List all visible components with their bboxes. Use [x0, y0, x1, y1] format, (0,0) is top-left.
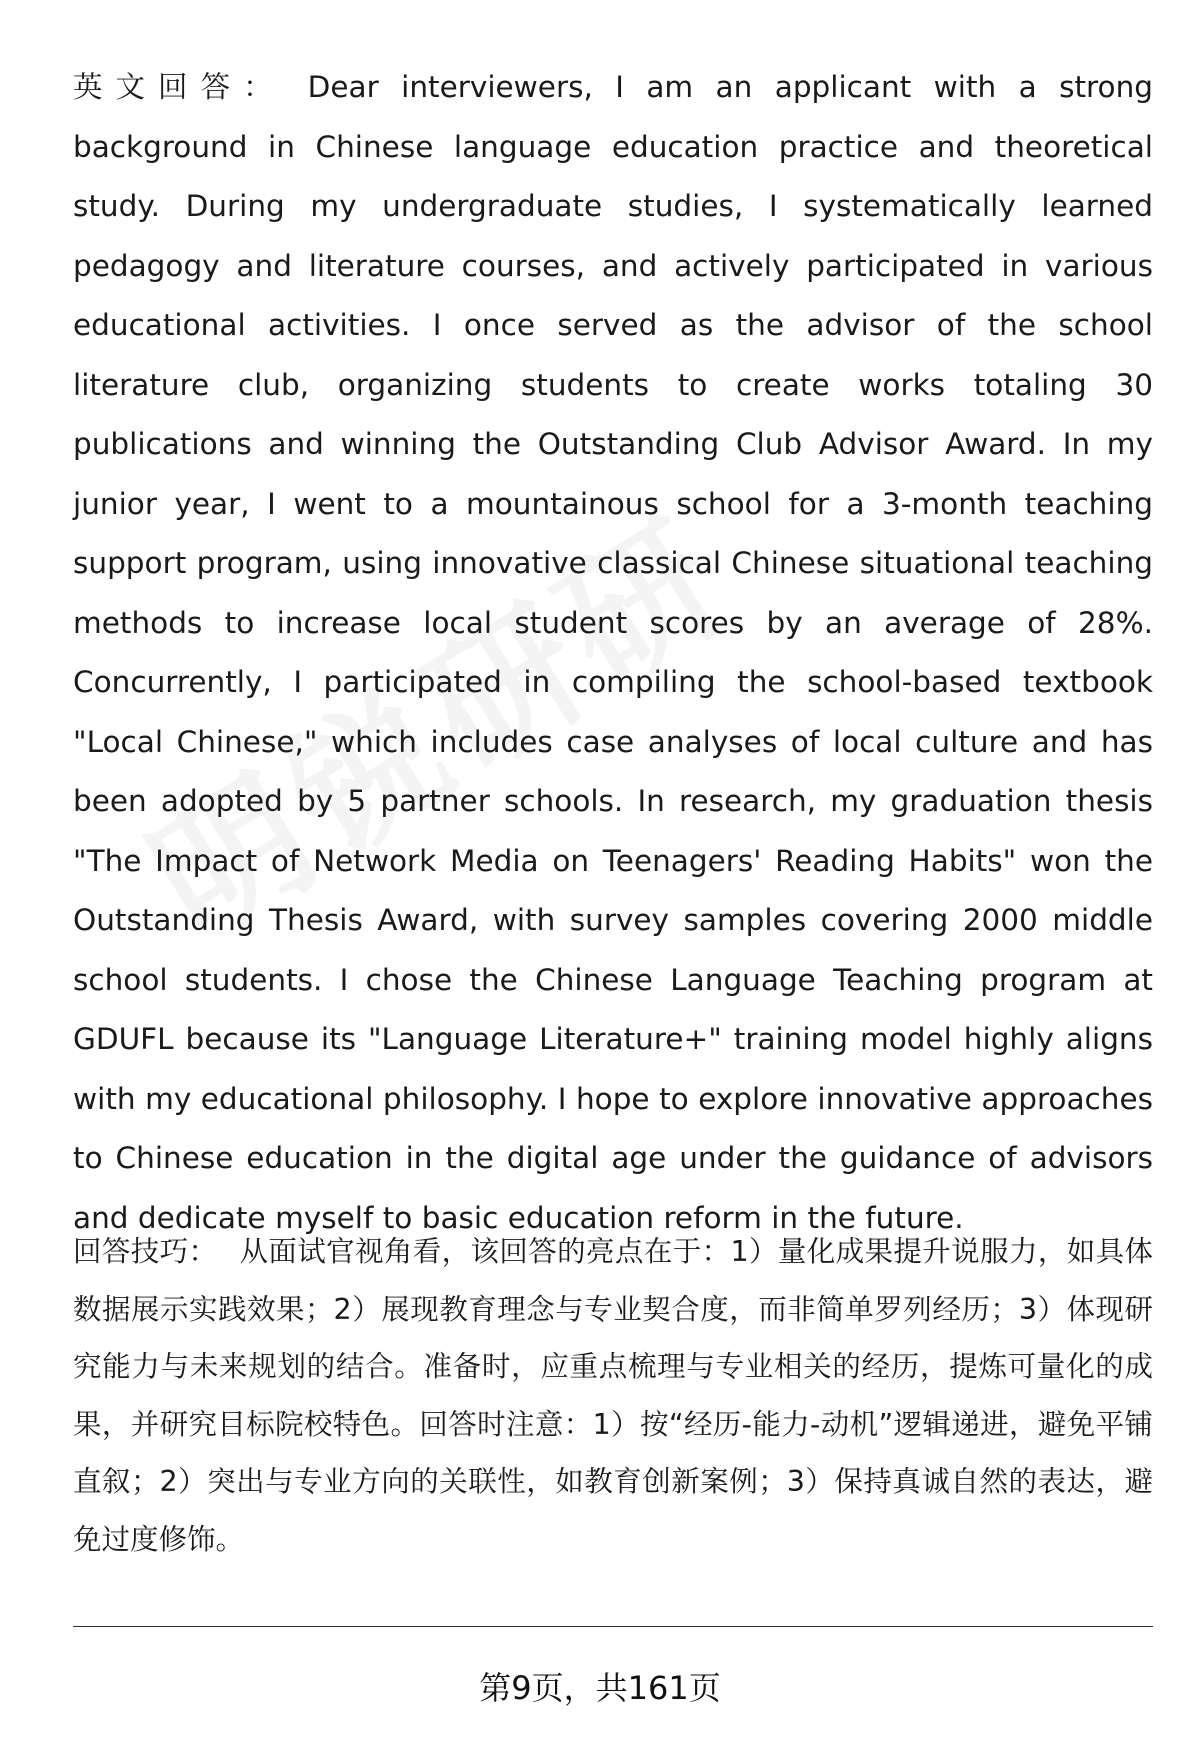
english-answer-label: 英文回答： — [73, 70, 286, 104]
answer-tips-text: 从面试官视角看，该回答的亮点在于：1）量化成果提升说服力，如具体数据展示实践效果；2）展现教育理念与专业契合度，而非简单罗列经历；3）体现研究能力与未来规划的结合。准备时，应重点梳理与专业相关的经历，提炼可量化的成果，并研究目标院校特色。回答时注意：1）按“经历-能力-动机”逻辑递进，避免平铺直叙；2）突出与专业方向的关联性，如教育创新案例；3）保持真诚自然的表达，避免过度修饰。 — [73, 1235, 1153, 1556]
answer-tips-paragraph — [73, 1223, 1153, 1568]
page-number: 第9页，共161页 — [479, 1669, 721, 1707]
answer-tips-label: 回答技巧： — [73, 1235, 218, 1268]
english-answer-text: Dear interviewers, I am an applicant with a strong background in Chinese language education practice and theoretical study. During my undergraduate studies, I systematically learned pedagogy and literature courses, and actively participated in various educational activities. I once served as the advisor of the school literature club, organizing students to create works totaling 30 publications and winning the Outstanding Club Advisor Award. In my junior year, I went to a mountainous school for a 3-month teaching support program, using innovative classical Chinese situational teaching methods to increase local student scores by an average of 28%. Concurrently, I participated in compiling the school-based textbook "Local Chinese," which includes case analyses of local culture and has been adopted by 5 partner schools. In research, my graduation thesis "The Impact of Network Media on Teenagers' Reading Habits" won the Outstanding Thesis Award, with survey samples covering 2000 middle school students. I chose the Chinese Language Teaching program at GDUFL because its "Language Literature+" training model highly aligns with my educational philosophy. I hope to explore innovative approaches to Chinese education in the digital age under the guidance of advisors and dedicate myself to basic education reform in the future. — [73, 70, 1153, 1235]
english-answer-paragraph — [73, 58, 1153, 1248]
footer-divider — [73, 1626, 1153, 1627]
